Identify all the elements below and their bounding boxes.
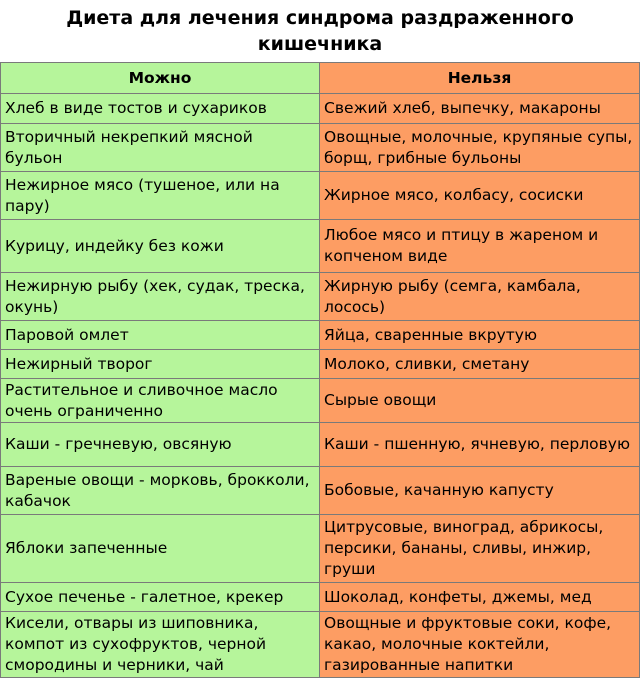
- allowed-cell: Вторичный некрепкий мясной бульон: [1, 124, 320, 172]
- page-title: Диета для лечения синдрома раздраженного кишечника: [66, 7, 574, 55]
- table-row: [1, 124, 640, 172]
- forbidden-cell: Каши - пшенную, ячневую, перловую: [320, 423, 640, 467]
- table-row: [1, 94, 640, 124]
- allowed-cell: Паровой омлет: [1, 321, 320, 350]
- forbidden-cell: Цитрусовые, виноград, абрикосы, персики, бананы, сливы, инжир, груши: [320, 515, 640, 583]
- forbidden-cell: Шоколад, конфеты, джемы, мед: [320, 583, 640, 612]
- forbidden-cell: Овощные, молочные, крупяные супы, борщ, грибные бульоны: [320, 124, 640, 172]
- table-row: [1, 379, 640, 423]
- forbidden-cell: Свежий хлеб, выпечку, макароны: [320, 94, 640, 124]
- table-header-row: [1, 63, 640, 94]
- forbidden-cell: Сырые овощи: [320, 379, 640, 423]
- allowed-cell: Каши - гречневую, овсяную: [1, 423, 320, 467]
- allowed-cell: Кисели, отвары из шиповника, компот из сухофруктов, черной смородины и черники, чай: [1, 612, 320, 678]
- forbidden-cell: Жирную рыбу (семга, камбала, лосось): [320, 273, 640, 321]
- allowed-cell: Нежирный творог: [1, 350, 320, 379]
- table-row: [1, 321, 640, 350]
- header-forbidden: Нельзя: [320, 63, 640, 94]
- table-row: [1, 467, 640, 515]
- forbidden-cell: Молоко, сливки, сметану: [320, 350, 640, 379]
- table-row: [1, 273, 640, 321]
- forbidden-cell: Жирное мясо, колбасу, сосиски: [320, 172, 640, 220]
- allowed-cell: Сухое печенье - галетное, крекер: [1, 583, 320, 612]
- table-row: [1, 612, 640, 678]
- forbidden-cell: Овощные и фруктовые соки, кофе, какао, молочные коктейли, газированные напитки: [320, 612, 640, 678]
- table-row: [1, 583, 640, 612]
- table-row: [1, 350, 640, 379]
- diet-table: [0, 62, 640, 678]
- allowed-cell: Нежирную рыбу (хек, судак, треска, окунь): [1, 273, 320, 321]
- table-row: [1, 515, 640, 583]
- table-row: [1, 220, 640, 273]
- table-row: [1, 172, 640, 220]
- allowed-cell: Хлеб в виде тостов и сухариков: [1, 94, 320, 124]
- allowed-cell: Яблоки запеченные: [1, 515, 320, 583]
- forbidden-cell: Бобовые, качанную капусту: [320, 467, 640, 515]
- allowed-cell: Вареные овощи - морковь, брокколи, кабачок: [1, 467, 320, 515]
- forbidden-cell: Любое мясо и птицу в жареном и копченом виде: [320, 220, 640, 273]
- forbidden-cell: Яйца, сваренные вкрутую: [320, 321, 640, 350]
- allowed-cell: Растительное и сливочное масло очень ограниченно: [1, 379, 320, 423]
- table-row: [1, 423, 640, 467]
- allowed-cell: Нежирное мясо (тушеное, или на пару): [1, 172, 320, 220]
- allowed-cell: Курицу, индейку без кожи: [1, 220, 320, 273]
- header-allowed: Можно: [1, 63, 320, 94]
